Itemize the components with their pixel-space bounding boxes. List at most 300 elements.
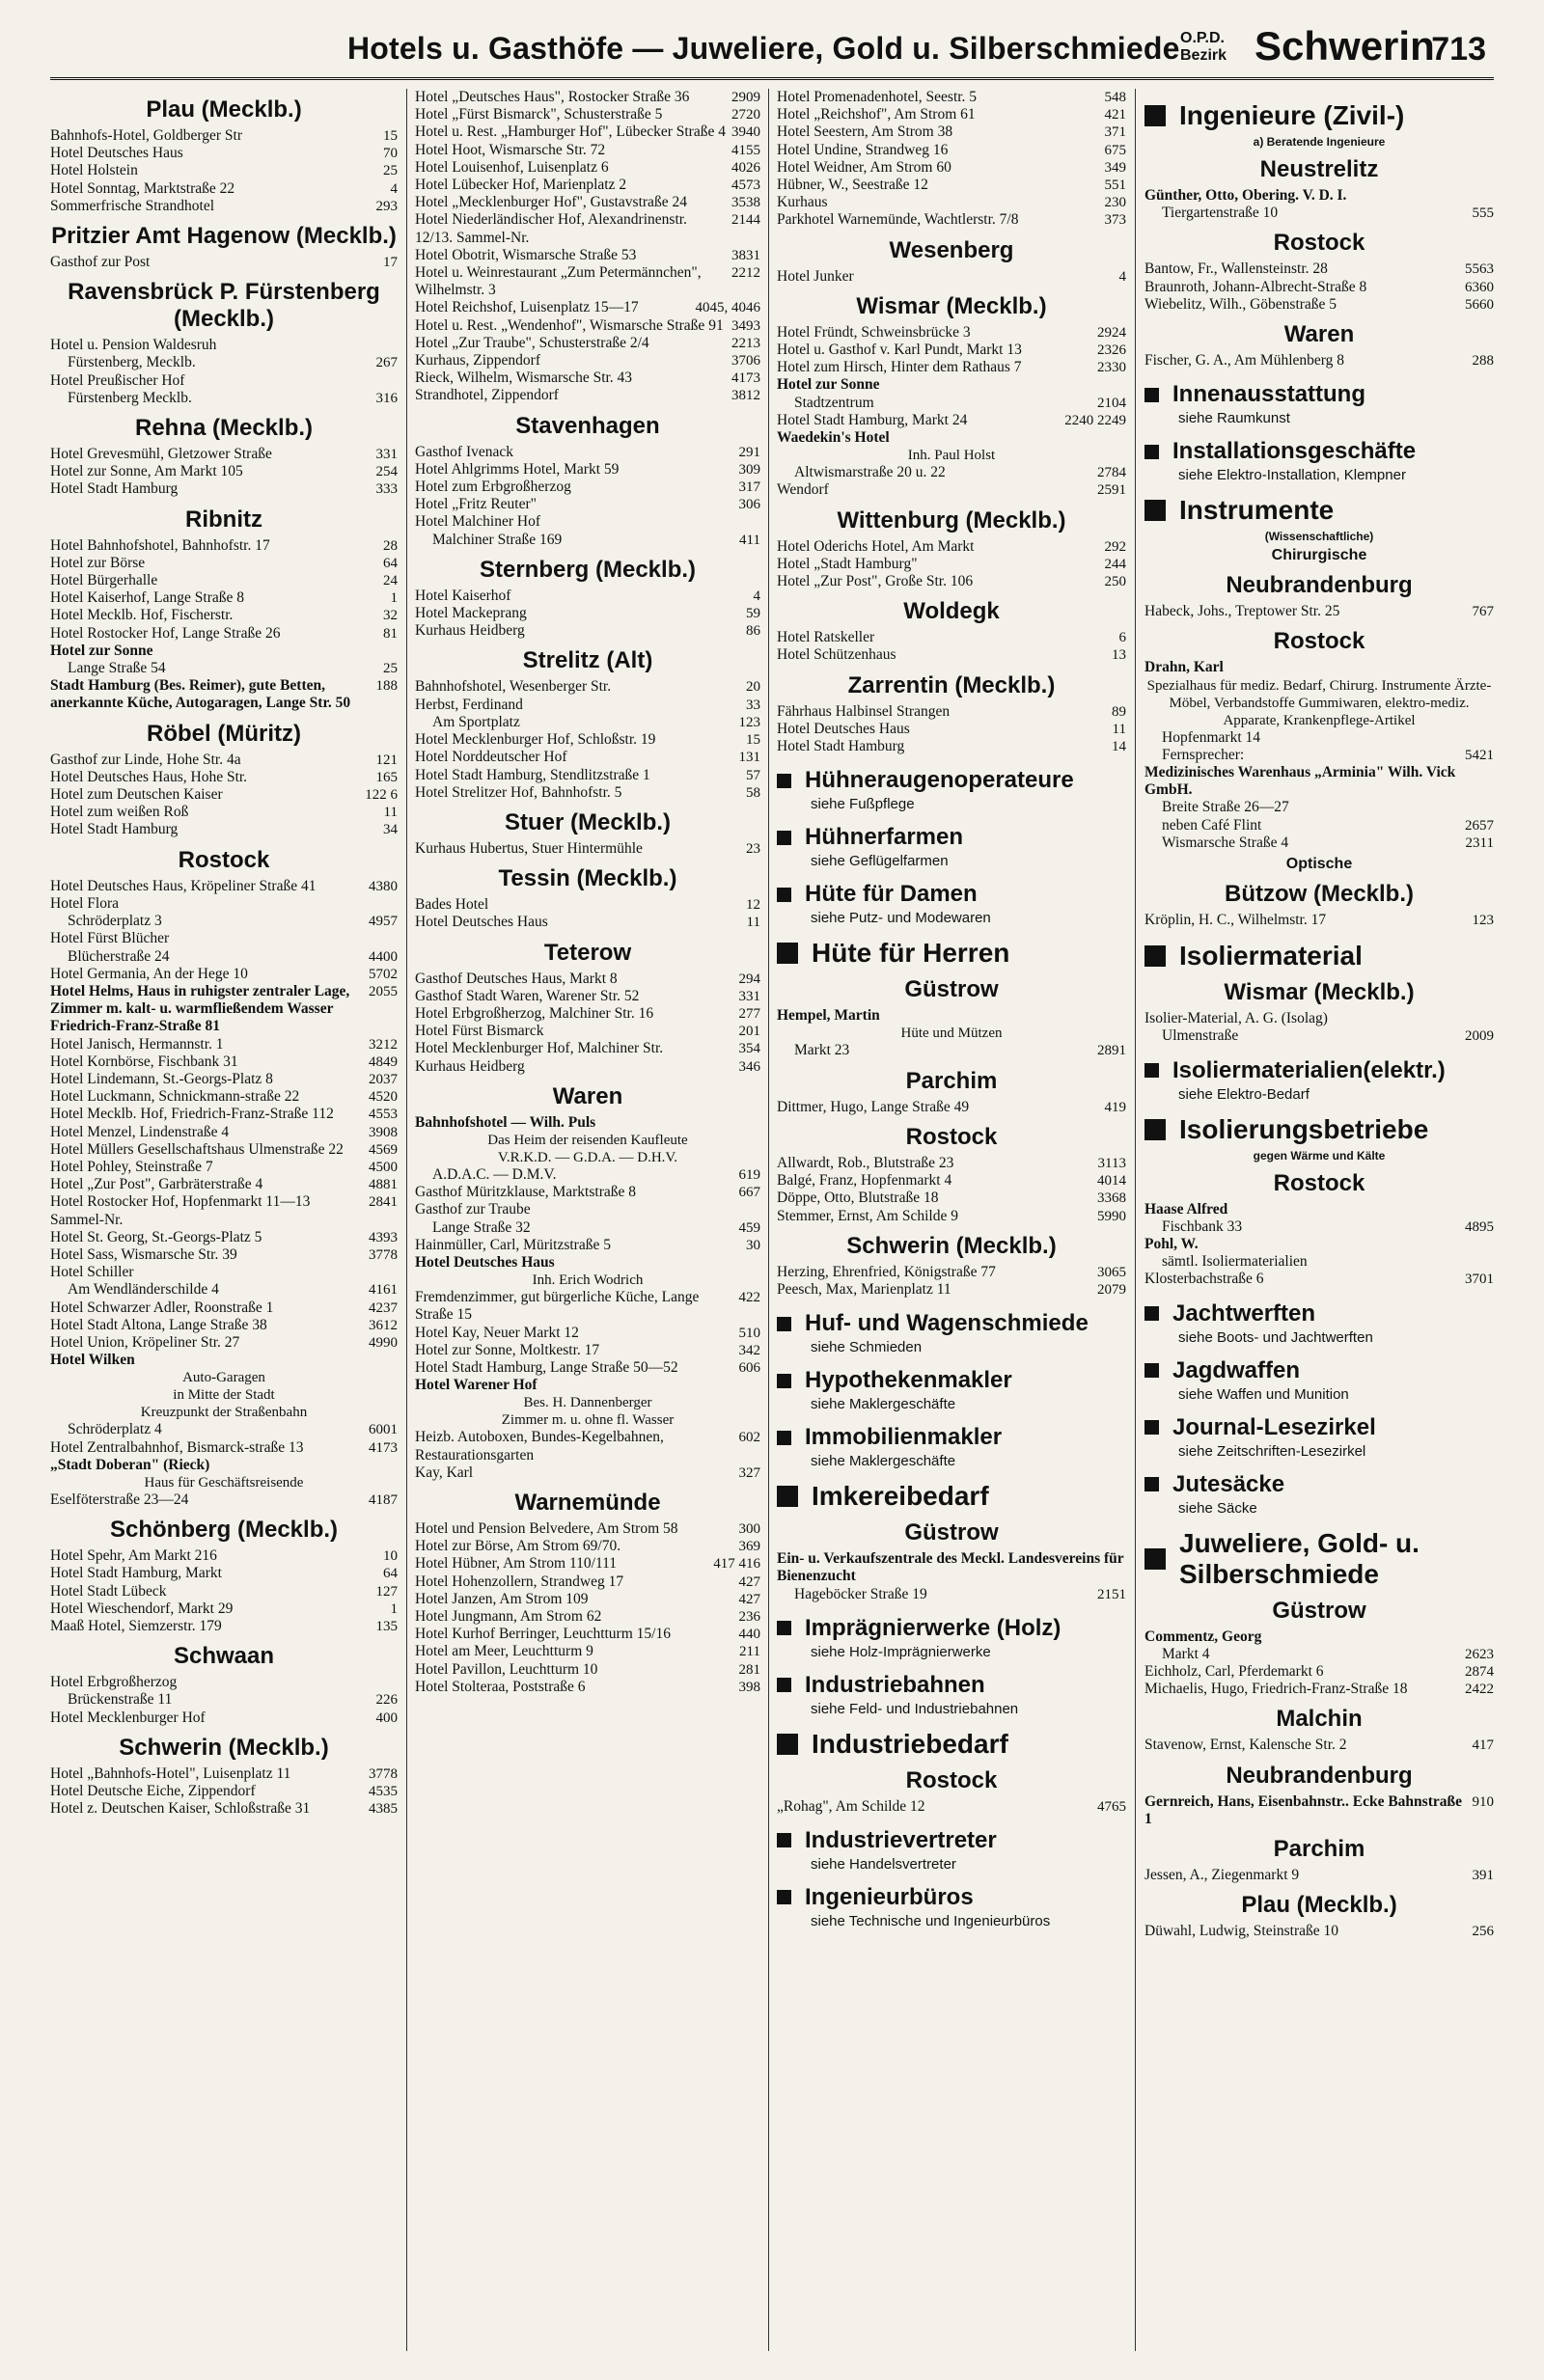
bullet-square-icon — [1144, 1306, 1159, 1321]
category-label: Isoliermaterialien(elektr.) — [1172, 1056, 1446, 1083]
listing-entry — [415, 1359, 760, 1377]
entry-name: Hotel Hoot, Wismarsche Str. 72 — [415, 141, 606, 158]
listing-entry — [415, 387, 760, 404]
cross-reference: siehe Feld- und Industriebahnen — [811, 1700, 1019, 1717]
listing-entry — [50, 589, 398, 607]
entry-name: Hotel Ahlgrimms Hotel, Markt 59 — [415, 460, 620, 478]
phone-number: 1 — [390, 1600, 398, 1617]
locality-heading: Plau (Mecklb.) — [1241, 1892, 1397, 1919]
entry-name: Hotel Sass, Wismarsche Str. 39 — [50, 1245, 237, 1263]
category-label: Hypothekenmakler — [805, 1367, 1012, 1394]
entry-name: Hotel Rostocker Hof, Lange Straße 26 — [50, 624, 281, 642]
entry-name: Gasthof Ivenack — [415, 443, 513, 460]
listing-entry — [415, 1573, 760, 1591]
phone-number: 4173 — [731, 370, 760, 387]
phone-number: 293 — [375, 198, 398, 214]
entry-name: Am Wendländerschilde 4 — [68, 1281, 219, 1299]
listing-entry — [415, 513, 760, 531]
entry-name: Kay, Karl — [415, 1464, 474, 1481]
entry-name: Hotel Lindemann, St.-Georgs-Platz 8 — [50, 1070, 273, 1087]
phone-number: 4237 — [369, 1299, 398, 1316]
phone-number: 2841 — [369, 1194, 398, 1211]
cross-reference: siehe Waffen und Munition — [1178, 1385, 1349, 1403]
phone-number: 14 — [1112, 739, 1126, 755]
phone-number: 2037 — [369, 1071, 398, 1087]
category-heading — [777, 1729, 1126, 1760]
entry-name: Hotel Union, Kröpeliner Str. 27 — [50, 1333, 240, 1351]
listing-entry — [777, 721, 1126, 738]
entry-name: Hotel Lübecker Hof, Marienplatz 2 — [415, 177, 627, 194]
category-heading — [777, 1827, 1126, 1854]
entry-name: Fischbank 33 — [1162, 1217, 1243, 1235]
listing-entry — [415, 352, 760, 369]
phone-number: 2657 — [1465, 817, 1494, 834]
subcategory-heading: gegen Wärme und Kälte — [1253, 1148, 1386, 1163]
category-label: Installationsgeschäfte — [1172, 438, 1417, 465]
entry-name: Düwahl, Ludwig, Steinstraße 10 — [1144, 1923, 1339, 1940]
cross-reference: siehe Maklergeschäfte — [811, 1396, 956, 1413]
entry-name: Hotel Rostocker Hof, Hopfenmarkt 11—13 Sammel-Nr. — [50, 1193, 311, 1228]
listing-entry — [415, 1254, 760, 1272]
category-heading — [777, 1424, 1126, 1451]
listing-entry — [50, 1583, 398, 1600]
phone-number: 123 — [1472, 913, 1494, 929]
entry-detail-line: Das Heim der reisenden Kaufleute — [487, 1132, 688, 1148]
listing-entry — [1144, 1010, 1494, 1027]
entry-name: Rieck, Wilhelm, Wismarsche Str. 43 — [415, 369, 633, 387]
phone-number: 58 — [746, 784, 760, 801]
category-heading — [777, 1310, 1126, 1337]
entry-name: Stavenow, Ernst, Kalensche Str. 2 — [1144, 1737, 1347, 1754]
listing-entry — [50, 555, 398, 572]
phone-number: 34 — [383, 822, 398, 838]
entry-name: Pohl, W. — [1144, 1236, 1199, 1253]
phone-number: 5421 — [1465, 747, 1494, 763]
phone-number: 17 — [383, 255, 398, 271]
phone-number: 5702 — [369, 966, 398, 982]
entry-name: Eselföterstraße 23—24 — [50, 1491, 189, 1508]
district-city: Schwerin — [1254, 23, 1435, 68]
entry-name: Gernreich, Hans, Eisenbahnstr.. Ecke Bahnstraße 1 — [1144, 1792, 1462, 1827]
entry-name: Hotel Pohley, Steinstraße 7 — [50, 1158, 213, 1175]
phone-number: 459 — [738, 1219, 760, 1236]
phone-number: 4026 — [731, 159, 760, 176]
phone-number: 81 — [383, 625, 398, 642]
phone-number: 4573 — [731, 178, 760, 194]
entry-name: Fürstenberg Mecklb. — [68, 389, 192, 406]
phone-number: 281 — [738, 1661, 760, 1678]
entry-name: Stadt Hamburg (Bes. Reimer), gute Betten, anerkannte Küche, Autogaragen, Lange Str. 50 — [50, 677, 351, 712]
entry-name: Habeck, Johs., Treptower Str. 25 — [1144, 603, 1340, 620]
category-heading — [777, 881, 1126, 908]
listing-entry — [50, 878, 398, 895]
phone-number: 10 — [383, 1548, 398, 1565]
phone-number: 4161 — [369, 1282, 398, 1299]
entry-name: Hotel Fürst Blücher — [50, 930, 170, 947]
phone-number: 2144 — [731, 212, 760, 229]
bullet-square-icon — [1144, 1063, 1159, 1078]
listing-entry — [415, 1608, 760, 1626]
phone-number: 422 — [738, 1290, 760, 1306]
entry-name: Hotel Oderichs Hotel, Am Markt — [777, 537, 975, 555]
entry-name: Markt 23 — [794, 1042, 850, 1059]
phone-number: 70 — [383, 146, 398, 162]
entry-name: Hotel Jungmann, Am Strom 62 — [415, 1608, 602, 1625]
entry-name: Hotel Müllers Gesellschaftshaus Ulmenstraße 22 — [50, 1140, 344, 1158]
listing-entry — [415, 1023, 760, 1040]
listing-entry — [50, 948, 398, 966]
phone-number: 11 — [1112, 721, 1126, 737]
phone-number: 2720 — [731, 107, 760, 123]
listing-entry — [415, 1005, 760, 1023]
category-label: Industriebahnen — [805, 1671, 985, 1698]
listing-entry — [415, 211, 760, 246]
entry-name: Hotel „Reichshof", Am Strom 61 — [777, 106, 976, 123]
phone-number: 64 — [383, 1566, 398, 1582]
phone-number: 2151 — [1097, 1586, 1126, 1602]
phone-number: 675 — [1104, 142, 1126, 158]
locality-heading: Güstrow — [1272, 1597, 1366, 1624]
phone-number: 551 — [1104, 178, 1126, 194]
listing-entry — [777, 1281, 1126, 1299]
listing-entry — [50, 1547, 398, 1565]
listing-entry — [1144, 834, 1494, 852]
listing-entry — [50, 1036, 398, 1053]
listing-entry — [415, 1643, 760, 1660]
entry-name: Stadtzentrum — [794, 394, 874, 411]
entry-name: Hotel und Pension Belvedere, Am Strom 58 — [415, 1519, 678, 1537]
entry-name: Wismarsche Straße 4 — [1162, 834, 1289, 851]
phone-number: 300 — [738, 1520, 760, 1537]
listing-entry — [50, 1159, 398, 1176]
listing-entry — [50, 1334, 398, 1352]
listing-entry — [50, 390, 398, 407]
category-heading — [1144, 1528, 1494, 1590]
entry-name: Hotel Deutsches Haus, Hohe Str. — [50, 768, 248, 785]
listing-entry — [50, 1783, 398, 1800]
bullet-square-icon — [1144, 1477, 1159, 1491]
listing-entry — [50, 1124, 398, 1141]
cross-reference: siehe Säcke — [1178, 1499, 1257, 1517]
cross-reference: siehe Fußpflege — [811, 796, 915, 813]
listing-entry — [777, 1208, 1126, 1225]
entry-name: Hotel Stadt Hamburg — [50, 480, 179, 498]
locality-heading: Strelitz (Alt) — [522, 647, 653, 674]
entry-name: Schröderplatz 4 — [68, 1421, 162, 1438]
entry-name: Hageböcker Straße 19 — [794, 1585, 927, 1602]
entry-name: Dittmer, Hugo, Lange Straße 49 — [777, 1098, 970, 1115]
entry-name: Hotel „Fritz Reuter" — [415, 496, 537, 513]
listing-entry — [777, 412, 1126, 429]
entry-name: Medizinisches Warenhaus „Arminia" Wilh. Vick GmbH. — [1144, 764, 1456, 799]
phone-number: 2240 2249 — [1064, 412, 1126, 428]
entry-name: Hotel Bürgerhalle — [50, 572, 158, 589]
entry-name: „Rohag", Am Schilde 12 — [777, 1797, 925, 1815]
locality-heading: Ravensbrück P. Fürstenberg (Mecklb.) — [68, 279, 380, 333]
subcategory-heading: Optische — [1285, 856, 1353, 873]
entry-name: Fährhaus Halbinsel Strangen — [777, 702, 951, 720]
phone-number: 6360 — [1465, 279, 1494, 295]
listing-entry — [50, 1176, 398, 1193]
phone-number: 2784 — [1097, 465, 1126, 481]
listing-entry — [1144, 764, 1494, 799]
listing-entry — [50, 769, 398, 786]
phone-number: 349 — [1104, 159, 1126, 176]
locality-heading: Wismar (Mecklb.) — [856, 292, 1047, 319]
entry-detail-line: V.R.K.D. — G.D.A. — D.H.V. — [497, 1149, 678, 1165]
entry-name: Bantow, Fr., Wallensteinstr. 28 — [1144, 260, 1328, 278]
listing-entry — [50, 1053, 398, 1071]
listing-entry — [50, 1800, 398, 1818]
listing-entry — [415, 1429, 760, 1464]
entry-name: Hotel Stadt Hamburg, Stendlitzstraße 1 — [415, 766, 650, 783]
phone-number: 327 — [738, 1464, 760, 1481]
entry-name: Markt 4 — [1162, 1645, 1210, 1662]
cross-reference: siehe Elektro-Installation, Klempner — [1178, 467, 1406, 484]
phone-number: 317 — [738, 479, 760, 496]
entry-name: Lange Straße 54 — [68, 660, 166, 677]
entry-name: Hotel Deutsches Haus, Kröpeliner Straße 41 — [50, 877, 317, 894]
category-heading — [777, 1367, 1126, 1394]
subcategory-heading: Chirurgische — [1271, 547, 1367, 564]
listing-entry — [777, 1172, 1126, 1190]
category-heading — [777, 1884, 1126, 1911]
entry-name: Hotel Deutsches Haus — [777, 720, 910, 737]
locality-heading: Ribnitz — [185, 506, 262, 533]
listing-entry — [1144, 912, 1494, 929]
phone-number: 2009 — [1465, 1028, 1494, 1045]
phone-number: 250 — [1104, 574, 1126, 590]
listing-entry — [50, 1710, 398, 1727]
phone-number: 123 — [738, 714, 760, 730]
locality-heading: Plau (Mecklb.) — [146, 96, 302, 123]
listing-entry — [777, 1798, 1126, 1816]
category-label: Ingenieurbüros — [805, 1883, 974, 1910]
entry-name: Hotel Hohenzollern, Strandweg 17 — [415, 1573, 624, 1590]
phone-number: 4393 — [369, 1229, 398, 1245]
phone-number: 64 — [383, 555, 398, 571]
entry-name: Hotel Grevesmühl, Gletzower Straße — [50, 446, 272, 463]
phone-number: 23 — [746, 840, 760, 857]
entry-name: Hotel Holstein — [50, 162, 138, 179]
listing-entry — [50, 1106, 398, 1123]
entry-name: Kurhaus Heidberg — [415, 622, 525, 640]
listing-entry — [777, 703, 1126, 721]
phone-number: 57 — [746, 767, 760, 783]
listing-entry — [415, 142, 760, 159]
listing-entry — [415, 731, 760, 749]
entry-name: Hotel „Zur Post", Große Str. 106 — [777, 573, 974, 590]
locality-heading: Rostock — [905, 1123, 998, 1150]
phone-number: 417 416 — [713, 1556, 760, 1573]
cross-reference: siehe Maklergeschäfte — [811, 1453, 956, 1470]
phone-number: 2079 — [1097, 1281, 1126, 1298]
locality-heading: Wesenberg — [889, 236, 1014, 263]
locality-heading: Güstrow — [904, 976, 999, 1003]
listing-entry — [777, 1099, 1126, 1116]
listing-entry — [50, 1071, 398, 1088]
phone-number: 4881 — [369, 1177, 398, 1193]
bullet-square-icon — [1144, 1420, 1159, 1435]
phone-number: 165 — [375, 769, 398, 785]
phone-number: 4173 — [369, 1439, 398, 1456]
category-heading — [1144, 1300, 1494, 1327]
entry-name: Hotel Obotrit, Wismarsche Straße 53 — [415, 246, 637, 263]
locality-heading: Tessin (Mecklb.) — [498, 865, 677, 892]
phone-number: 3778 — [369, 1246, 398, 1263]
locality-heading: Pritzier Amt Hagenow (Mecklb.) — [51, 223, 397, 250]
listing-entry — [415, 714, 760, 731]
category-label: Imkereibedarf — [812, 1481, 989, 1512]
phone-number: 4385 — [369, 1801, 398, 1818]
category-label: Immobilienmakler — [805, 1424, 1003, 1451]
phone-number: 211 — [739, 1644, 760, 1660]
category-heading — [1144, 495, 1494, 526]
category-heading — [1144, 1114, 1494, 1145]
phone-number: 3812 — [731, 388, 760, 404]
entry-name: Hotel Hübner, Am Strom 110/111 — [415, 1555, 618, 1573]
listing-entry — [415, 177, 760, 194]
entry-detail-line: Auto-Garagen — [182, 1370, 265, 1386]
listing-entry — [777, 629, 1126, 646]
bullet-square-icon — [1144, 445, 1159, 459]
entry-name: Hotel Stadt Hamburg, Markt 24 — [777, 411, 968, 428]
listing-entry — [415, 369, 760, 387]
category-label: Industriebedarf — [812, 1728, 1008, 1759]
listing-entry — [415, 697, 760, 714]
locality-heading: Sternberg (Mecklb.) — [479, 556, 697, 583]
listing-entry — [415, 1520, 760, 1538]
listing-entry — [1144, 1737, 1494, 1754]
phone-number: 201 — [738, 1024, 760, 1040]
entry-name: Hotel Flora — [50, 894, 120, 912]
entry-detail-line: Kreuzpunkt der Straßenbahn — [140, 1405, 308, 1421]
entry-name: Hotel Junker — [777, 267, 854, 285]
cross-reference: siehe Schmieden — [811, 1339, 923, 1356]
entry-name: Hotel zur Börse, Am Strom 69/70. — [415, 1538, 621, 1555]
listing-entry — [50, 337, 398, 354]
entry-name: Hotel Schützenhaus — [777, 646, 896, 664]
entry-name: Döppe, Otto, Blutstraße 18 — [777, 1190, 939, 1207]
column-divider — [406, 89, 407, 2351]
entry-name: Hotel Deutsche Eiche, Zippendorf — [50, 1783, 256, 1800]
entry-name: Hotel Janisch, Hermannstr. 1 — [50, 1035, 224, 1053]
entry-name: Hotel Mecklenburger Hof — [50, 1709, 206, 1726]
listing-entry — [415, 1661, 760, 1679]
listing-entry — [415, 1114, 760, 1132]
entry-name: Strandhotel, Zippendorf — [415, 387, 559, 404]
phone-number: 4990 — [369, 1334, 398, 1351]
listing-entry — [777, 646, 1126, 664]
column-2 — [415, 89, 760, 2361]
phone-number: 4155 — [731, 142, 760, 158]
listing-entry — [415, 123, 760, 141]
entry-name: Hotel u. Rest. „Wendenhof", Wismarsche Straße 91 — [415, 316, 724, 334]
listing-entry — [777, 429, 1126, 447]
entry-name: Kröplin, H. C., Wilhelmstr. 17 — [1144, 912, 1327, 929]
listing-entry — [777, 123, 1126, 141]
listing-entry — [415, 896, 760, 914]
phone-number: 2891 — [1097, 1043, 1126, 1059]
listing-entry — [50, 1193, 398, 1228]
listing-entry — [50, 180, 398, 198]
listing-entry — [415, 194, 760, 211]
bullet-square-icon — [777, 1890, 791, 1904]
entry-name: Hotel Stadt Altona, Lange Straße 38 — [50, 1316, 267, 1333]
entry-name: Hotel zum weißen Roß — [50, 804, 189, 821]
phone-number: 373 — [1104, 212, 1126, 229]
phone-number: 4957 — [369, 914, 398, 930]
entry-name: Hotel Bahnhofshotel, Bahnhofstr. 17 — [50, 536, 270, 554]
locality-heading: Parchim — [1273, 1836, 1365, 1863]
phone-number: 667 — [738, 1185, 760, 1201]
entry-name: Hotel u. Weinrestaurant „Zum Petermännchen", Wilhelmstr. 3 — [415, 264, 702, 299]
bullet-square-icon — [777, 1833, 791, 1847]
listing-entry — [50, 821, 398, 838]
category-heading — [777, 938, 1126, 969]
bullet-square-icon — [777, 1486, 798, 1507]
entry-name: Allwardt, Rob., Blutstraße 23 — [777, 1154, 954, 1171]
listing-entry — [415, 971, 760, 988]
locality-heading: Zarrentin (Mecklb.) — [847, 671, 1056, 698]
listing-entry — [1144, 1628, 1494, 1646]
phone-number: 12 — [746, 897, 760, 914]
listing-entry — [415, 1201, 760, 1218]
entry-name: Eichholz, Carl, Pferdemarkt 6 — [1144, 1663, 1324, 1681]
listing-entry — [777, 159, 1126, 177]
entry-name: Hotel Deutsches Haus — [50, 145, 183, 162]
entry-name: Hotel Kaiserhof, Lange Straße 8 — [50, 589, 245, 607]
listing-entry — [50, 1264, 398, 1281]
listing-entry — [50, 786, 398, 804]
entry-name: Breite Straße 26—27 — [1162, 799, 1289, 816]
entry-name: Hotel Ratskeller — [777, 629, 875, 646]
entry-name: Hotel zur Sonne, Moltkestr. 17 — [415, 1341, 600, 1358]
category-label: Hüte für Damen — [805, 881, 978, 908]
phone-number: 131 — [738, 750, 760, 766]
entry-name: Hotel Stadt Lübeck — [50, 1582, 167, 1600]
listing-entry — [415, 767, 760, 784]
entry-detail-line: Inh. Erich Wodrich — [532, 1272, 644, 1289]
listing-entry — [415, 317, 760, 335]
phone-number: 3778 — [369, 1765, 398, 1782]
entry-detail-line: Spezialhaus für mediz. Bedarf, Chirurg. Instrumente Ärzte-Möbel, Verbandstoffe Gummiwaren, elektro-mediz. Apparate, Krankenpflege-Artikel — [1146, 677, 1492, 728]
listing-entry — [415, 1325, 760, 1342]
entry-name: Hotel Kaiserhof — [415, 587, 511, 604]
entry-name: Stemmer, Ernst, Am Schilde 9 — [777, 1207, 958, 1224]
listing-entry — [415, 159, 760, 177]
entry-name: Hotel Deutsches Haus — [415, 1253, 555, 1271]
entry-name: Hotel Menzel, Lindenstraße 4 — [50, 1123, 230, 1140]
entry-name: Hotel Mecklb. Hof, Friedrich-Franz-Straße 112 — [50, 1106, 334, 1123]
phone-number: 294 — [738, 971, 760, 987]
listing-entry — [1144, 817, 1494, 834]
entry-name: Hotel Stolteraa, Poststraße 6 — [415, 1678, 586, 1695]
listing-entry — [50, 480, 398, 498]
phone-number: 910 — [1472, 1793, 1494, 1810]
listing-entry — [1144, 729, 1494, 747]
entry-name: Hotel u. Rest. „Hamburger Hof", Lübecker Straße 4 — [415, 123, 726, 141]
entry-name: Hotel Luckmann, Schnickmann-straße 22 — [50, 1088, 300, 1106]
listing-entry — [1144, 1236, 1494, 1253]
entry-name: Hotel Fründt, Schweinsbrücke 3 — [777, 323, 971, 341]
entry-name: Gasthof zur Linde, Hohe Str. 4a — [50, 751, 241, 768]
phone-number: 288 — [1472, 353, 1494, 369]
listing-entry — [50, 1141, 398, 1159]
cross-reference: siehe Raumkunst — [1178, 410, 1290, 427]
locality-heading: Stuer (Mecklb.) — [504, 808, 672, 835]
entry-name: Gasthof zur Post — [50, 254, 151, 271]
